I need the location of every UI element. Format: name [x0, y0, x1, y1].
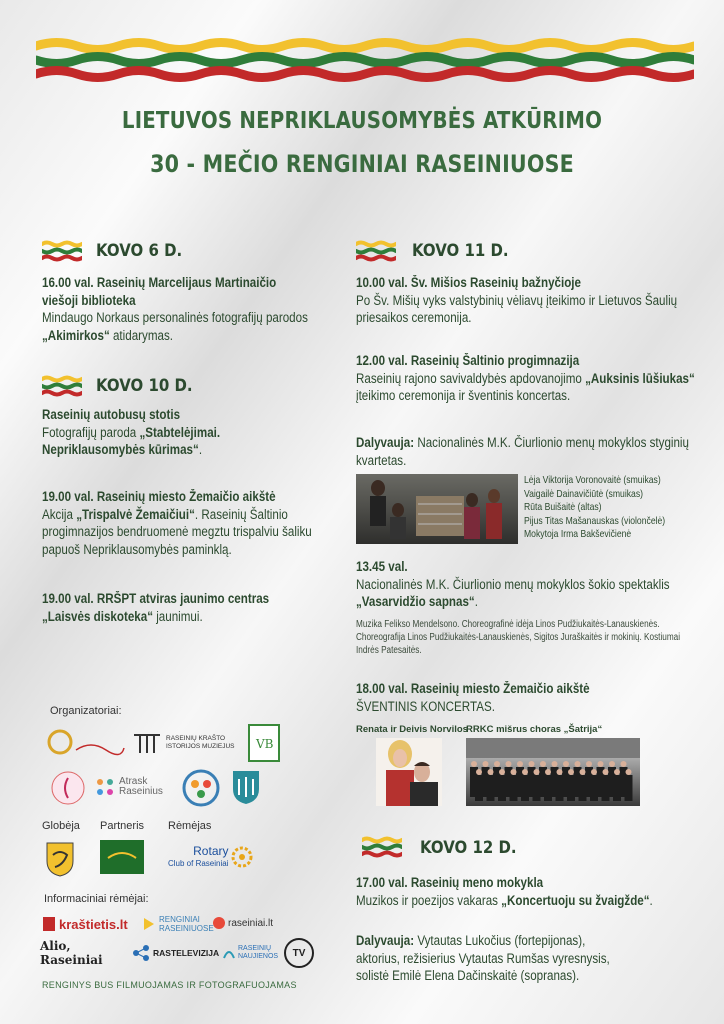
event-block: 17.00 val. Raseinių meno mokykla Muzikos ir poezijos vakaras „Koncertuoju su žvaigžde“. — [356, 875, 653, 908]
raseiniu-naujienos-logo: RASEINIŲ NAUJIENOS — [222, 940, 282, 966]
organizers-label: Organizatoriai: — [50, 705, 122, 717]
day-heading: KOVO 11 D. — [412, 241, 509, 261]
krastietis-logo: kraštietis.lt — [42, 912, 138, 936]
duo-photo — [376, 738, 442, 806]
flag-icon — [356, 240, 396, 262]
event-block: Dalyvauja: Nacionalinės M.K. Čiurlionio menų mokyklos styginių kvartetas. — [356, 435, 689, 468]
event-credits: Muzika Felikso Mendelsono. Choreografinė idėja Linos Pudžiukaitės-Lanauskienės. Choreografija Linos Pudžiukaitės-Lanauskienės, Sigitos Juraškaitės ir mokinių. Kostiumai Indrės Patesaitės. — [356, 619, 681, 656]
event-block: 16.00 val. Raseinių Marcelijaus Martinaičio viešoji biblioteka Mindaugo Norkaus personalinės fotografijų parodos „Akimirkos“ atidarymas. — [42, 275, 308, 343]
photo-caption: RRKC mišrus choras „Šatrija“ — [466, 724, 603, 735]
museum-logo: RASEINIŲ KRAŠTO ISTORIJOS MUZIEJUS — [132, 730, 242, 756]
photo-caption: Renata ir Deivis Norvilos — [356, 724, 468, 735]
rotary-logo: Rotary Club of Raseiniai — [168, 842, 258, 872]
atrask-raseinius-logo: Atrask Raseinius — [94, 772, 174, 802]
culture-center-logo — [46, 726, 126, 762]
raseiniai-lt-logo: raseiniai.lt — [212, 912, 288, 934]
renginiai-raseiniuose-logo: RENGINIAI RASEINIUOSE — [142, 912, 222, 936]
library-logo — [248, 724, 280, 762]
event-block: Dalyvauja: Vytautas Lukočius (fortepijonas), aktorius, režisierius Vytautas Rumšas vyresnysis, solistė Emilė Elena Dačinskaitė (sopranas). — [356, 933, 610, 983]
info-supporters-label: Informaciniai rėmėjai: — [44, 893, 149, 905]
title-line-2: 30 - MEČIO RENGINIAI RASEINIUOSE — [150, 150, 574, 178]
event-block: 18.00 val. Raseinių miesto Žemaičio aikštė ŠVENTINIS KONCERTAS. — [356, 681, 590, 714]
day-heading: KOVO 6 D. — [96, 241, 183, 261]
rastelevizija-logo: RASTELEVIZIJA — [132, 942, 222, 964]
quartet-photo — [356, 474, 518, 544]
tricolor-braid — [36, 36, 694, 84]
footer-note: RENGINYS BUS FILMUOJAMAS IR FOTOGRAFUOJAMAS — [42, 980, 297, 990]
supporter-label: Rėmėjas — [168, 820, 212, 832]
flamingo-logo — [48, 770, 88, 806]
event-block: 12.00 val. Raseinių Šaltinio progimnazija Raseinių rajono savivaldybės apdovanojimo „Auksinis lūšiukas“ įteikimo ceremonija ir šventinis koncertas. — [356, 353, 695, 403]
event-block: 19.00 val. Raseinių miesto Žemaičio aikštė Akcija „Trispalvė Žemaičiui“. Raseinių Šaltinio progimnazijos bendruomenė megztu trispalviu šaliku papuoš Nepriklausomybės paminklą. — [42, 489, 312, 557]
partner-logo — [100, 840, 144, 874]
event-block: 10.00 val. Šv. Mišios Raseinių bažnyčioje Po Šv. Mišių vyks valstybinių vėliavų įteikimo ir Lietuvos Šaulių priesaikos ceremonija. — [356, 275, 678, 325]
tv-logo: TV — [284, 938, 314, 968]
community-logo — [176, 768, 226, 808]
flag-icon — [362, 836, 402, 858]
patron-label: Globėja — [42, 820, 80, 832]
flag-icon — [42, 240, 82, 262]
svg-text:VB: VB — [256, 737, 274, 751]
partner-label: Partneris — [100, 820, 145, 832]
day-heading: KOVO 12 D. — [420, 838, 517, 858]
choir-photo — [466, 738, 640, 806]
event-block: 19.00 val. RRŠPT atviras jaunimo centras „Laisvės diskoteka“ jaunimui. — [42, 591, 270, 624]
event-block: Raseinių autobusų stotis Fotografijų paroda „Stabtelėjimai. Nepriklausomybės kūrimas“. — [42, 407, 221, 457]
patron-coat-of-arms — [44, 840, 76, 878]
alio-raseiniai-logo: Alio, Raseiniai — [40, 939, 103, 967]
performer-list: Lėja Viktorija Voronovaitė (smuikas) Vaigailė Dainavičiūtė (smuikas) Rūta Buišaitė (altas) Pijus Titas Mašanauskas (violončelė) Mokytoja Irma Bakševičienė — [524, 474, 666, 540]
flag-icon — [42, 375, 82, 397]
event-block: 13.45 val. Nacionalinės M.K. Čiurlionio menų mokyklos šokio spektaklis „Vasarvidžio sapnas“. — [356, 559, 670, 609]
title-line-1: LIETUVOS NEPRIKLAUSOMYBĖS ATKŪRIMO — [121, 108, 603, 134]
day-heading: KOVO 10 D. — [96, 376, 193, 396]
raseiniai-coat-of-arms — [230, 768, 262, 806]
